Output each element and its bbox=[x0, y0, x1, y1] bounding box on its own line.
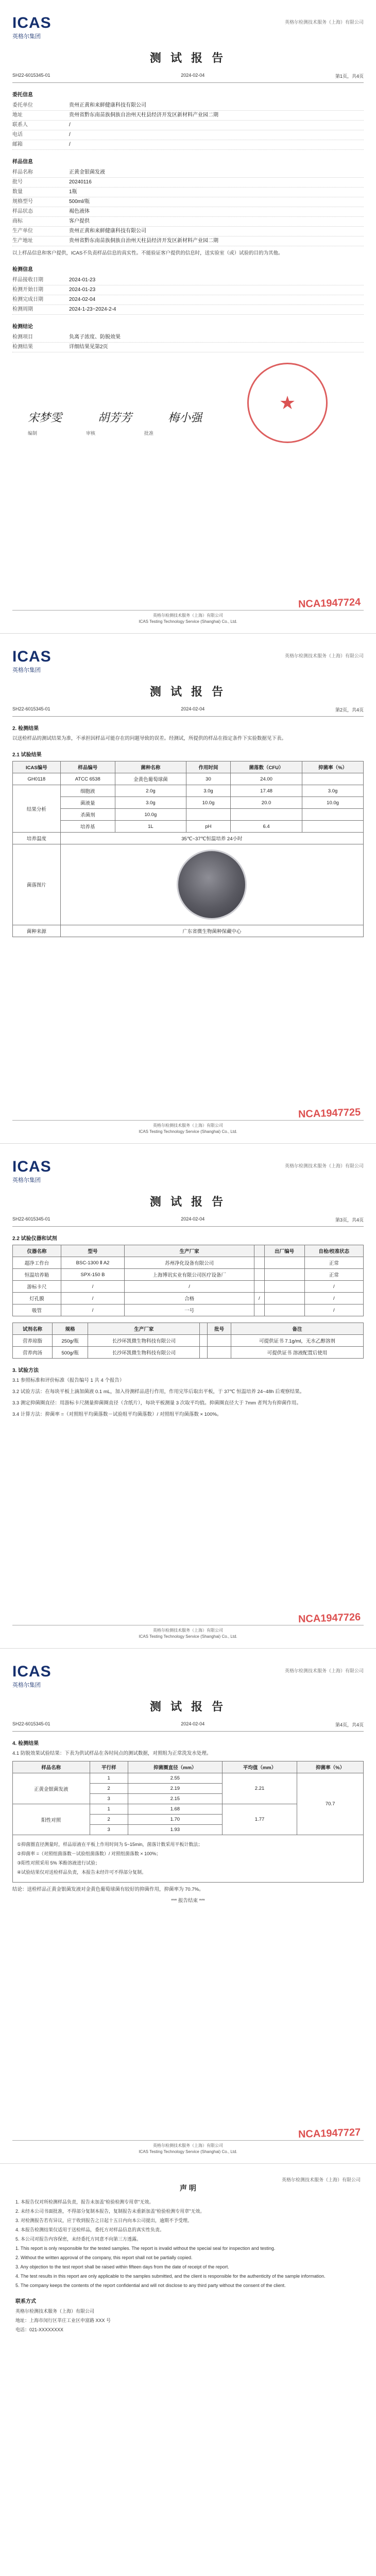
page-header bbox=[12, 1664, 364, 1689]
page-label: 第4页，共4页 bbox=[335, 1722, 364, 1727]
report-title: 测 试 报 告 bbox=[149, 52, 227, 64]
info-value: 2024-01-23 bbox=[69, 277, 96, 283]
page-label: 第2页，共4页 bbox=[335, 707, 364, 713]
info-row bbox=[12, 305, 364, 315]
footer-line-2: ICAS Testing Technology Service (Shanghai) Co., Ltd. bbox=[139, 1634, 237, 1639]
info-key: 检测开始日期 bbox=[12, 287, 43, 293]
column-header: 菌种名称 bbox=[115, 761, 186, 773]
report-number: SH22-6015345-01 bbox=[12, 1721, 50, 1726]
info-key: 数量 bbox=[12, 189, 23, 195]
culture-label: 培养温度 bbox=[13, 833, 61, 844]
table-cell: 正常 bbox=[304, 1269, 363, 1281]
lab-value: 广东省微生物菌种保藏中心 bbox=[60, 925, 363, 937]
table-cell: 3.0g bbox=[302, 785, 364, 797]
table-cell: 游标卡尺 bbox=[13, 1281, 61, 1293]
role-2: 审核 bbox=[86, 431, 96, 436]
table-cell bbox=[264, 1257, 304, 1269]
column-header: 生产厂家 bbox=[88, 1323, 200, 1335]
info-value: 贵州正黄和来鲜健康科技有限公司 bbox=[69, 228, 146, 234]
text-line: 5. 本公司对报告内容保密，未经委托方同意不向第三方透露。 bbox=[15, 2236, 142, 2242]
table-cell bbox=[208, 1335, 231, 1347]
page-label: 第3页，共4页 bbox=[335, 1217, 364, 1223]
info-row bbox=[12, 178, 364, 188]
brand-logo bbox=[12, 1159, 52, 1184]
signature-2: 胡芳芳 bbox=[98, 412, 132, 425]
table-cell: 营养琼脂 bbox=[13, 1335, 53, 1347]
text-line: 地址：上海市闵行区莘庄工业区申富路 XXX 号 bbox=[15, 2318, 111, 2323]
column-header: 菌落数（CFU） bbox=[230, 761, 302, 773]
table-row bbox=[13, 1304, 364, 1316]
test-section-title: 检测信息 bbox=[12, 267, 33, 273]
report-number: SH22-6015345-01 bbox=[12, 73, 50, 78]
info-key: 样品名称 bbox=[12, 170, 33, 175]
info-key: 邮箱 bbox=[12, 142, 23, 147]
report-date: 2024-02-04 bbox=[181, 1216, 205, 1222]
signature-3: 梅小强 bbox=[168, 412, 202, 425]
page-header bbox=[12, 649, 364, 674]
column-header bbox=[200, 1323, 208, 1335]
table-cell: 长沙环凯微生物科技有限公司 bbox=[88, 1347, 200, 1359]
table-cell: 正常 bbox=[304, 1257, 363, 1269]
section-title: 2.2 试验仪器和试剂 bbox=[12, 1236, 57, 1242]
column-header: 平行样 bbox=[90, 1761, 128, 1773]
table-cell: 2.21 bbox=[222, 1773, 297, 1804]
column-header: 仪器名称 bbox=[13, 1245, 61, 1257]
text-line: 1. This report is only responsible for the tested samples. The report is invalid without the special seal for inspection and testing. bbox=[15, 2246, 276, 2251]
table-cell: / bbox=[61, 1304, 125, 1316]
info-value: 2024-02-04 bbox=[69, 297, 96, 302]
table-cell bbox=[186, 809, 230, 821]
info-key: 检测项目 bbox=[12, 334, 33, 340]
text-line: ①抑菌圈直径测量时，样品原液在平板上作用时间为 5~15min，菌落计数采用平板计数法； bbox=[17, 1842, 203, 1847]
table-cell: / bbox=[304, 1293, 363, 1304]
table-cell bbox=[200, 1335, 208, 1347]
info-row bbox=[12, 217, 364, 227]
table-cell: 3.0g bbox=[186, 785, 230, 797]
brand-logo bbox=[12, 15, 52, 40]
table-cell: 500g/瓶 bbox=[53, 1347, 88, 1359]
text-line: ④试验结果仅对送检样品负责，本报告未经许可不得部分复制。 bbox=[17, 1870, 147, 1875]
table-cell: 1.93 bbox=[128, 1825, 222, 1835]
table-cell: 营养肉汤 bbox=[13, 1347, 53, 1359]
page-footer bbox=[12, 2140, 364, 2155]
logo-sub: 英格尔集团 bbox=[12, 33, 41, 40]
page-header bbox=[12, 1159, 364, 1184]
report-meta bbox=[12, 73, 364, 83]
lab-label: 菌种来源 bbox=[13, 925, 61, 937]
info-row bbox=[12, 236, 364, 246]
table-cell: ATCC 6538 bbox=[60, 773, 115, 785]
report-page-4 bbox=[0, 1649, 376, 2164]
table-cell: / bbox=[61, 1293, 125, 1304]
logo-main: ICAS bbox=[12, 1663, 52, 1680]
table-cell: 10.0g bbox=[115, 809, 186, 821]
info-row bbox=[12, 343, 364, 352]
table-cell: 1.68 bbox=[128, 1804, 222, 1815]
info-value: 贵州省黔东南苗族侗族自治州天柱县经济开发区新材料产业园二期 bbox=[69, 112, 218, 118]
column-header: 自检/校准状态 bbox=[304, 1245, 363, 1257]
info-row bbox=[12, 121, 364, 130]
section-title: 4. 检测结果 bbox=[12, 1741, 39, 1747]
column-header: 抑菌率（%） bbox=[297, 1761, 364, 1773]
text-line: 1. 本报告仅对所检测样品负责，报告未加盖"检验检测专用章"无效。 bbox=[15, 2199, 154, 2205]
table-cell: / bbox=[304, 1281, 363, 1293]
table-cell: 2 bbox=[90, 1815, 128, 1825]
column-header: 出厂编号 bbox=[264, 1245, 304, 1257]
result-table bbox=[12, 761, 364, 937]
table-cell: 30 bbox=[186, 773, 230, 785]
page-header bbox=[12, 15, 364, 40]
table-cell: 2.15 bbox=[128, 1794, 222, 1804]
table-cell: 20.0 bbox=[230, 797, 302, 809]
petri-dish-image bbox=[177, 850, 247, 920]
table-cell bbox=[302, 773, 364, 785]
text-line: 英格尔检测技术服务（上海）有限公司 bbox=[15, 2309, 95, 2314]
row-label: 培养基 bbox=[60, 821, 115, 833]
report-meta bbox=[12, 1721, 364, 1732]
table-cell: 苏州净化设备有限公司 bbox=[125, 1257, 254, 1269]
table-cell: 3 bbox=[90, 1794, 128, 1804]
info-key: 检测周期 bbox=[12, 307, 33, 312]
text-line: 3. 对检测报告若有异议，应于收到报告之日起十五日内向本公司提出，逾期不予受理。 bbox=[15, 2218, 193, 2223]
rate-cell: 70.7 bbox=[297, 1773, 364, 1835]
table-cell bbox=[302, 821, 364, 833]
info-key: 生产地址 bbox=[12, 238, 33, 244]
text-line: 3.2 试验方法：在每块平板上滴加菌液 0.1 mL，加入待测样品进行作用，作用完毕后取出平板，于 37℃ 恒温培养 24~48h 后观察结果。 bbox=[12, 1389, 305, 1395]
info-value: 贵州省黔东南苗族侗族自治州天柱县经济开发区新材料产业园二期 bbox=[69, 238, 218, 244]
column-header: 批号 bbox=[208, 1323, 231, 1335]
notes-cell bbox=[13, 1835, 364, 1883]
brand-logo bbox=[12, 1664, 52, 1689]
company-short: 英格尔检测技术服务（上海）有限公司 bbox=[284, 1163, 364, 1168]
table-cell: 1 bbox=[90, 1804, 128, 1815]
table-row bbox=[13, 1347, 364, 1359]
table-cell: 可提供证书 溶液配置后使用 bbox=[231, 1347, 364, 1359]
company-short: 英格尔检测技术服务（上海）有限公司 bbox=[284, 1668, 364, 1673]
column-header: 抑菌率（%） bbox=[302, 761, 364, 773]
table-cell: 10.0g bbox=[302, 797, 364, 809]
report-title: 测 试 报 告 bbox=[149, 1195, 227, 1208]
page-footer bbox=[12, 610, 364, 625]
table-cell bbox=[254, 1257, 264, 1269]
table-cell: 250g/瓶 bbox=[53, 1335, 88, 1347]
logo-main: ICAS bbox=[12, 648, 52, 665]
info-row bbox=[12, 285, 364, 295]
section-title: 2. 检测结果 bbox=[12, 726, 39, 732]
column-header: 生产厂家 bbox=[125, 1245, 254, 1257]
info-value: 1瓶 bbox=[69, 189, 77, 195]
role-3: 批准 bbox=[144, 431, 154, 436]
text-line: 电话：021-XXXXXXXX bbox=[15, 2327, 64, 2332]
instrument-table bbox=[12, 1245, 364, 1316]
info-row bbox=[12, 188, 364, 197]
table-cell bbox=[254, 1281, 264, 1293]
column-header: 备注 bbox=[231, 1323, 364, 1335]
info-row bbox=[12, 130, 364, 140]
info-row bbox=[12, 227, 364, 236]
table-cell: 恒温培养箱 bbox=[13, 1269, 61, 1281]
info-key: 地址 bbox=[12, 112, 23, 118]
signature-1: 宋梦雯 bbox=[28, 412, 62, 425]
column-header: 样品名称 bbox=[13, 1761, 90, 1773]
info-value: 客户提供 bbox=[69, 218, 90, 224]
table-cell: SPX-150 B bbox=[61, 1269, 125, 1281]
company-short: 英格尔检测技术服务（上海）有限公司 bbox=[284, 20, 364, 25]
logo-sub: 英格尔集团 bbox=[12, 1682, 41, 1688]
table-row bbox=[13, 1257, 364, 1269]
report-page-3 bbox=[0, 1144, 376, 1649]
nca-code: NCA1947724 bbox=[298, 596, 361, 611]
logo-sub: 英格尔集团 bbox=[12, 667, 41, 673]
table-row bbox=[13, 1269, 364, 1281]
text-line: 5. The company keeps the contents of the report confidential and will not disclose to any third party without the consent of the client. bbox=[15, 2283, 286, 2288]
info-key: 批号 bbox=[12, 179, 23, 185]
result-section-title: 检测结论 bbox=[12, 324, 33, 330]
row-label: 菌液量 bbox=[60, 797, 115, 809]
table-cell: 10.0g bbox=[186, 797, 230, 809]
table-cell bbox=[254, 1269, 264, 1281]
table-cell: 3.0g bbox=[115, 797, 186, 809]
table-cell: GH0118 bbox=[13, 773, 61, 785]
company-short: 英格尔检测技术服务（上海）有限公司 bbox=[284, 653, 364, 658]
table-cell: / bbox=[125, 1281, 254, 1293]
column-header: 规格 bbox=[53, 1323, 88, 1335]
table-cell bbox=[302, 809, 364, 821]
text-line: ②抑菌率 =（对照组菌落数－试验组菌落数）/ 对照组菌落数 × 100%； bbox=[17, 1851, 161, 1856]
info-value: 2024-1-23~2024-2-4 bbox=[69, 307, 116, 312]
statement: 以上样品信息和客户提供，ICAS不负责样品信息的真实性。不能验证客户提供的信息时，送实验室（或）试验的目的为其他。 bbox=[12, 250, 283, 256]
info-key: 规格型号 bbox=[12, 199, 33, 205]
table-cell: pH bbox=[186, 821, 230, 833]
logo-main: ICAS bbox=[12, 1158, 52, 1175]
table-cell: 可提供证书 7.1g/ml，无水乙醇溶剂 bbox=[231, 1335, 364, 1347]
table-cell bbox=[254, 1304, 264, 1316]
signatures bbox=[28, 409, 202, 425]
signature-area bbox=[12, 363, 364, 481]
table-row bbox=[13, 1293, 364, 1304]
report-end: *** 报告结束 *** bbox=[171, 1898, 205, 1904]
table-cell: 长沙环凯微生物科技有限公司 bbox=[88, 1335, 200, 1347]
page-footer bbox=[12, 1120, 364, 1135]
table-cell bbox=[264, 1281, 304, 1293]
table-cell: 2 bbox=[90, 1784, 128, 1794]
official-seal bbox=[247, 363, 328, 443]
table-cell: 3 bbox=[90, 1825, 128, 1835]
report-page-1 bbox=[0, 0, 376, 634]
image-label: 菌落图片 bbox=[13, 844, 61, 925]
text-line: 3. Any objection to the test report shall be raised within fifteen days from the date of receipt of the report. bbox=[15, 2264, 229, 2269]
sub-title: 2.1 试验结果 bbox=[12, 752, 42, 758]
table-cell: 2.0g bbox=[115, 785, 186, 797]
column-header: 抑菌圈直径（mm） bbox=[128, 1761, 222, 1773]
client-section-title: 委托信息 bbox=[12, 92, 33, 98]
intro: 4.1 防脱效果试验结果：下表为供试样品在各时间点的测试数据，对照组为正常洗发水处理。 bbox=[12, 1751, 212, 1756]
notice-title: 声 明 bbox=[180, 2184, 196, 2192]
footer-line-1: 英格尔检测技术服务（上海）有限公司 bbox=[153, 2143, 223, 2148]
info-key: 联系人 bbox=[12, 122, 28, 128]
table-cell: / bbox=[304, 1304, 363, 1316]
table-cell bbox=[230, 809, 302, 821]
footer-line-1: 英格尔检测技术服务（上海）有限公司 bbox=[153, 613, 223, 618]
method-title: 3. 试验方法 bbox=[12, 1368, 39, 1374]
info-key: 生产单位 bbox=[12, 228, 33, 234]
info-row bbox=[12, 140, 364, 150]
info-value: 详细结果见第2页 bbox=[69, 344, 108, 350]
info-value: 贵州正黄和来鲜健康科技有限公司 bbox=[69, 103, 146, 108]
report-number: SH22-6015345-01 bbox=[12, 1216, 50, 1222]
table-cell: 上海博讯实业有限公司医疗设备厂 bbox=[125, 1269, 254, 1281]
report-number: SH22-6015345-01 bbox=[12, 706, 50, 711]
seal-star-icon: ★ bbox=[279, 392, 296, 413]
info-row bbox=[12, 197, 364, 207]
contact-title: 联系方式 bbox=[15, 2299, 36, 2304]
logo-main: ICAS bbox=[12, 14, 52, 31]
group-a: 正黄金银菌发液 bbox=[13, 1773, 90, 1804]
nca-code: NCA1947727 bbox=[298, 2126, 361, 2141]
info-row bbox=[12, 295, 364, 305]
table-cell: 超净工作台 bbox=[13, 1257, 61, 1269]
table-cell bbox=[208, 1347, 231, 1359]
text-line: 2. 未经本公司书面批准，不得部分复制本报告，复制报告未重新加盖"检验检测专用章"无效。 bbox=[15, 2209, 205, 2214]
table-cell: 1.77 bbox=[222, 1804, 297, 1835]
info-key: 样品接收日期 bbox=[12, 277, 43, 283]
page-footer bbox=[12, 1625, 364, 1640]
brand-logo bbox=[12, 649, 52, 674]
table-row bbox=[13, 1281, 364, 1293]
table-cell: 6.4 bbox=[230, 821, 302, 833]
column-header: 样品编号 bbox=[60, 761, 115, 773]
report-title: 测 试 报 告 bbox=[149, 1700, 227, 1713]
text-line: 3.1 参照标准和评价标准（报告编号 1 共 4 个报告） bbox=[12, 1378, 125, 1383]
report-date: 2024-02-04 bbox=[181, 1721, 205, 1726]
reagent-table bbox=[12, 1323, 364, 1359]
sample-section-title: 样品信息 bbox=[12, 159, 33, 165]
column-header: 平均值（mm） bbox=[222, 1761, 297, 1773]
report-meta bbox=[12, 706, 364, 717]
footer-line-2: ICAS Testing Technology Service (Shanghai) Co., Ltd. bbox=[139, 619, 237, 624]
row-label: 杀菌剂 bbox=[60, 809, 115, 821]
table-cell: 1 bbox=[90, 1773, 128, 1784]
info-value: 2024-01-23 bbox=[69, 287, 96, 293]
info-row bbox=[12, 276, 364, 285]
notice-page bbox=[0, 2164, 376, 2576]
text-line: 3.3 测定抑菌圈直径：用游标卡尺测量抑菌圈直径（含纸片），每块平板测量 3 次取平均值。抑菌圈直径大于 7mm 者判为有抑菌作用。 bbox=[12, 1400, 302, 1406]
table-cell: 一号 bbox=[125, 1304, 254, 1316]
info-row bbox=[12, 168, 364, 178]
table-cell: 吸管 bbox=[13, 1304, 61, 1316]
table-cell bbox=[264, 1304, 304, 1316]
efficacy-table bbox=[12, 1761, 364, 1883]
table-cell: / bbox=[254, 1293, 264, 1304]
result-label: 结果分析 bbox=[13, 785, 61, 833]
footer-line-2: ICAS Testing Technology Service (Shanghai) Co., Ltd. bbox=[139, 2149, 237, 2154]
culture-value: 35℃~37℃恒温培养 24小时 bbox=[60, 833, 363, 844]
table-cell: 合格 bbox=[125, 1293, 254, 1304]
table-cell: 灯孔膜 bbox=[13, 1293, 61, 1304]
table-cell: 1L bbox=[115, 821, 186, 833]
info-value: / bbox=[69, 132, 71, 138]
nca-code: NCA1947726 bbox=[298, 1611, 361, 1625]
report-meta bbox=[12, 1216, 364, 1227]
column-header: 试剂名称 bbox=[13, 1323, 53, 1335]
column-header: 作用时间 bbox=[186, 761, 230, 773]
intro: 以送检样品的测试结果为准，不承担因样品可能存在的问题导致的误差。经测试，所提供的样品在指定条件下实验数据见下表。 bbox=[12, 736, 287, 741]
petri-image-cell bbox=[60, 844, 363, 925]
report-date: 2024-02-04 bbox=[181, 706, 205, 711]
footer-line-2: ICAS Testing Technology Service (Shanghai) Co., Ltd. bbox=[139, 1129, 237, 1134]
info-key: 检测完成日期 bbox=[12, 297, 43, 302]
info-value: 褐色液体 bbox=[69, 209, 90, 214]
info-value: 20240116 bbox=[69, 179, 92, 185]
nca-code: NCA1947725 bbox=[298, 1106, 361, 1121]
table-cell bbox=[264, 1293, 304, 1304]
table-cell: 17.48 bbox=[230, 785, 302, 797]
table-cell: 2.19 bbox=[128, 1784, 222, 1794]
table-cell: 2.55 bbox=[128, 1773, 222, 1784]
info-key: 检测结果 bbox=[12, 344, 33, 350]
footer-line-1: 英格尔检测技术服务（上海）有限公司 bbox=[153, 1628, 223, 1633]
column-header: 型号 bbox=[61, 1245, 125, 1257]
table-row bbox=[13, 1335, 364, 1347]
company-short: 英格尔检测技术服务（上海）有限公司 bbox=[281, 2177, 361, 2182]
logo-sub: 英格尔集团 bbox=[12, 1177, 41, 1183]
info-key: 委托单位 bbox=[12, 103, 33, 108]
signature-roles bbox=[28, 430, 153, 436]
table-cell: 1.70 bbox=[128, 1815, 222, 1825]
info-key: 商标 bbox=[12, 218, 23, 224]
group-b: 阳性对照 bbox=[13, 1804, 90, 1835]
report-date: 2024-02-04 bbox=[181, 73, 205, 78]
info-value: 正黄金银菌发液 bbox=[69, 170, 105, 175]
footer-line-1: 英格尔检测技术服务（上海）有限公司 bbox=[153, 1123, 223, 1128]
info-key: 样品状态 bbox=[12, 209, 33, 214]
table-cell: / bbox=[61, 1281, 125, 1293]
text-line: ③阳性对照采用 5% 苯酚溶液进行试验； bbox=[17, 1860, 100, 1866]
info-row bbox=[12, 101, 364, 111]
table-cell: 24.00 bbox=[230, 773, 302, 785]
info-value: 500ml/瓶 bbox=[69, 199, 90, 205]
text-line: 4. 本报告检测结果仅适用于送检样品，委托方对样品信息的真实性负责。 bbox=[15, 2227, 165, 2232]
row-label: 细胞液 bbox=[60, 785, 115, 797]
info-value: / bbox=[69, 142, 71, 147]
text-line: 3.4 计算方法：抑菌率 =（对照组平均菌落数－试验组平均菌落数）/ 对照组平均菌落数 × 100%。 bbox=[12, 1412, 222, 1417]
column-header bbox=[254, 1245, 264, 1257]
table-cell: 金黄色葡萄球菌 bbox=[115, 773, 186, 785]
role-1: 编制 bbox=[28, 431, 38, 436]
info-value: / bbox=[69, 122, 71, 128]
info-row bbox=[12, 333, 364, 343]
info-row bbox=[12, 111, 364, 121]
page-label: 第1页，共4页 bbox=[335, 74, 364, 79]
table-cell: BSC-1300 Ⅱ A2 bbox=[61, 1257, 125, 1269]
info-value: 负离子浓度、防脱效果 bbox=[69, 334, 121, 340]
text-line: 4. The test results in this report are only applicable to the samples submitted, and the client is responsible for the authenticity of the sample information. bbox=[15, 2274, 326, 2279]
table-cell bbox=[200, 1347, 208, 1359]
text-line: 2. Without the written approval of the company, this report shall not be partially copied. bbox=[15, 2255, 193, 2260]
conclusion: 结论：送检样品正黄金银菌发液对金黄色葡萄球菌有较好的抑菌作用，抑菌率为 70.7%。 bbox=[12, 1887, 204, 1892]
table-cell bbox=[264, 1269, 304, 1281]
info-key: 电话 bbox=[12, 132, 23, 138]
column-header: ICAS编号 bbox=[13, 761, 61, 773]
info-row bbox=[12, 207, 364, 217]
report-page-2 bbox=[0, 634, 376, 1144]
report-title: 测 试 报 告 bbox=[149, 685, 227, 698]
